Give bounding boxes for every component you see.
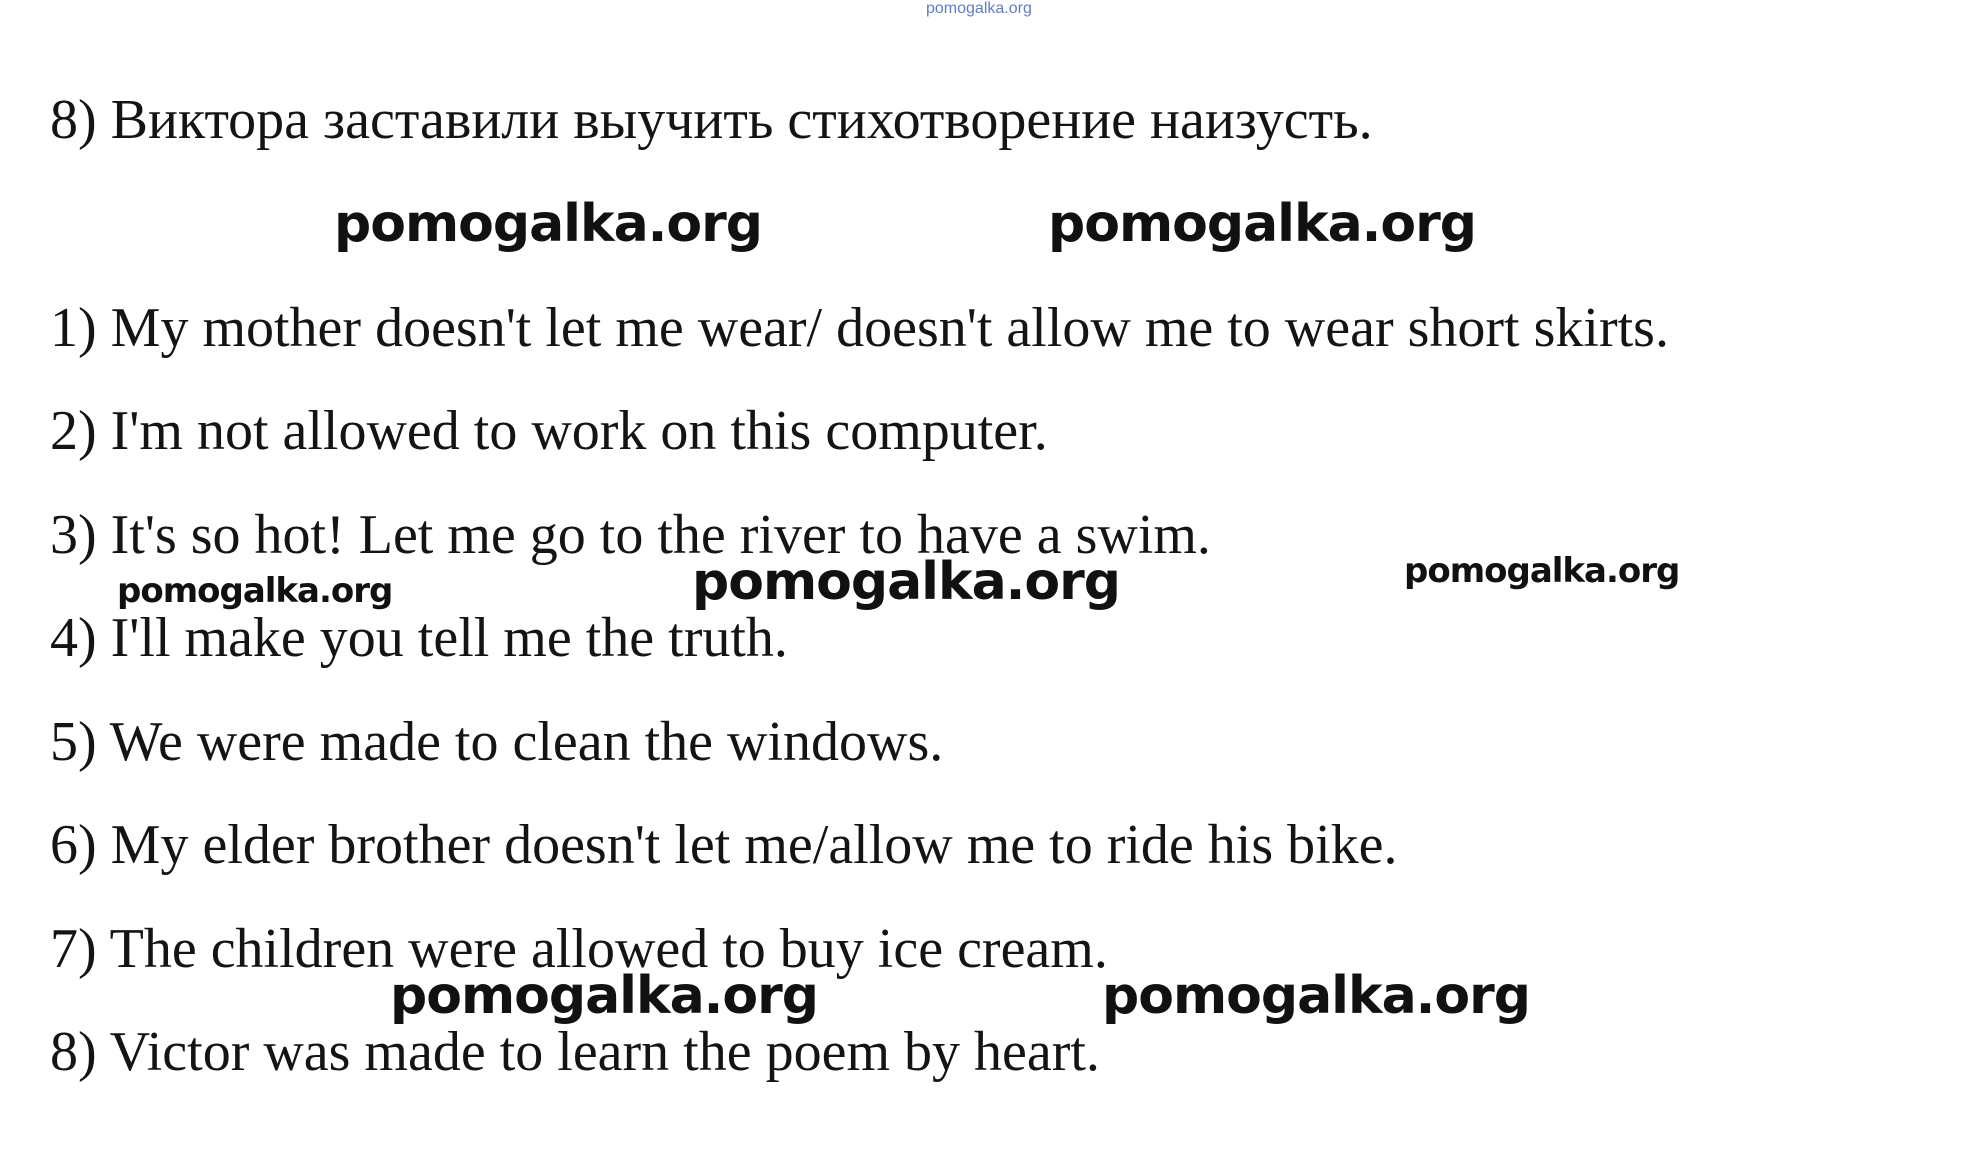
answer-line-3: 3) It's so hot! Let me go to the river to have a swim. bbox=[50, 504, 1211, 566]
watermark: pomogalka.org bbox=[117, 571, 393, 611]
task-sentence-russian: 8) Виктора заставили выучить стихотворение наизусть. bbox=[50, 89, 1373, 151]
watermark: pomogalka.org bbox=[1102, 966, 1531, 1026]
watermark: pomogalka.org bbox=[390, 966, 819, 1026]
answer-line-1: 1) My mother doesn't let me wear/ doesn't allow me to wear short skirts. bbox=[50, 297, 1669, 359]
watermark: pomogalka.org bbox=[692, 552, 1121, 612]
answer-line-4: 4) I'll make you tell me the truth. bbox=[50, 607, 788, 669]
answer-line-7: 7) The children were allowed to buy ice cream. bbox=[50, 918, 1108, 980]
answer-line-6: 6) My elder brother doesn't let me/allow me to ride his bike. bbox=[50, 814, 1398, 876]
answer-line-5: 5) We were made to clean the windows. bbox=[50, 711, 944, 773]
header-watermark: pomogalka.org bbox=[926, 0, 1032, 17]
watermark: pomogalka.org bbox=[334, 194, 763, 254]
answer-line-2: 2) I'm not allowed to work on this computer. bbox=[50, 400, 1048, 462]
watermark: pomogalka.org bbox=[1048, 194, 1477, 254]
watermark: pomogalka.org bbox=[1404, 551, 1680, 591]
answer-line-8: 8) Victor was made to learn the poem by heart. bbox=[50, 1021, 1100, 1083]
